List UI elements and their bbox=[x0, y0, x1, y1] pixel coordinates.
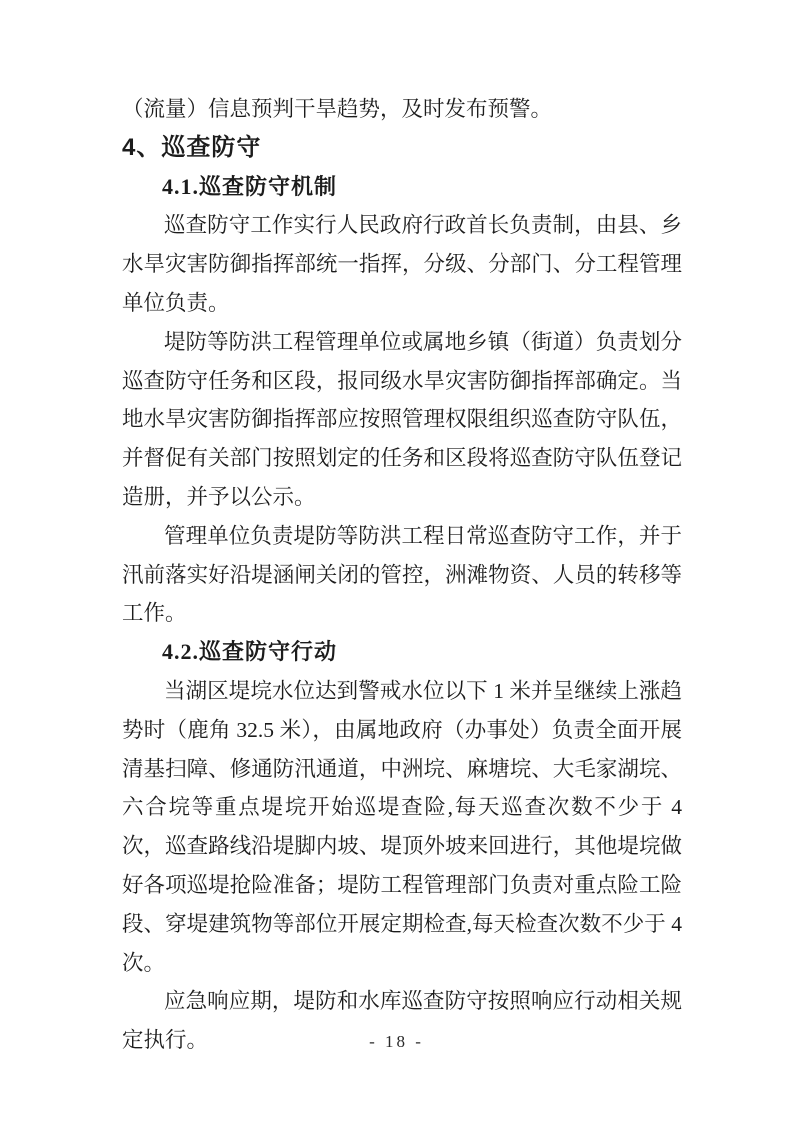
subsection-heading-4-1: 4.1.巡查防守机制 bbox=[162, 173, 338, 199]
section-heading-4: 4、巡查防守 bbox=[122, 133, 262, 161]
document-body bbox=[122, 90, 682, 1060]
paragraph-4-2-1: 当湖区堤垸水位达到警戒水位以下 1 米并呈继续上涨趋势时（鹿角 32.5 米），由属地政府（办事处）负责全面开展清基扫障、修通防汛通道，中洲垸、麻塘垸、大毛家湖垸、六合垸等重点堤垸开始巡堤查险,每天巡查次数不少于 4 次，巡查路线沿堤脚内坡、堤顶外坡来回进行，其他堤垸做好各项巡堤抢险准备；堤防工程管理部门负责对重点险工险段、穿堤建筑物等部位开展定期检查,每天检查次数不少于 4 次。 bbox=[122, 678, 682, 975]
paragraph-4-1-2: 堤防等防洪工程管理单位或属地乡镇（街道）负责划分巡查防守任务和区段，报同级水旱灾害防御指挥部确定。当地水旱灾害防御指挥部应按照管理权限组织巡查防守队伍，并督促有关部门按照划定的任务和区段将巡查防守队伍登记造册，并予以公示。 bbox=[122, 329, 682, 509]
paragraph-4-1-1: 巡查防守工作实行人民政府行政首长负责制，由县、乡水旱灾害防御指挥部统一指挥，分级、分部门、分工程管理单位负责。 bbox=[122, 213, 682, 315]
paragraph-4-1-3: 管理单位负责堤防等防洪工程日常巡查防守工作，并于汛前落实好沿堤涵闸关闭的管控，洲滩物资、人员的转移等工作。 bbox=[122, 523, 682, 626]
subsection-heading-4-2: 4.2.巡查防守行动 bbox=[162, 639, 338, 665]
paragraph-4-2-2: 应急响应期，堤防和水库巡查防守按照响应行动相关规定执行。 bbox=[122, 989, 682, 1053]
continuation-paragraph: （流量）信息预判干旱趋势，及时发布预警。 bbox=[122, 97, 553, 121]
page-number: - 18 - bbox=[369, 1032, 424, 1051]
